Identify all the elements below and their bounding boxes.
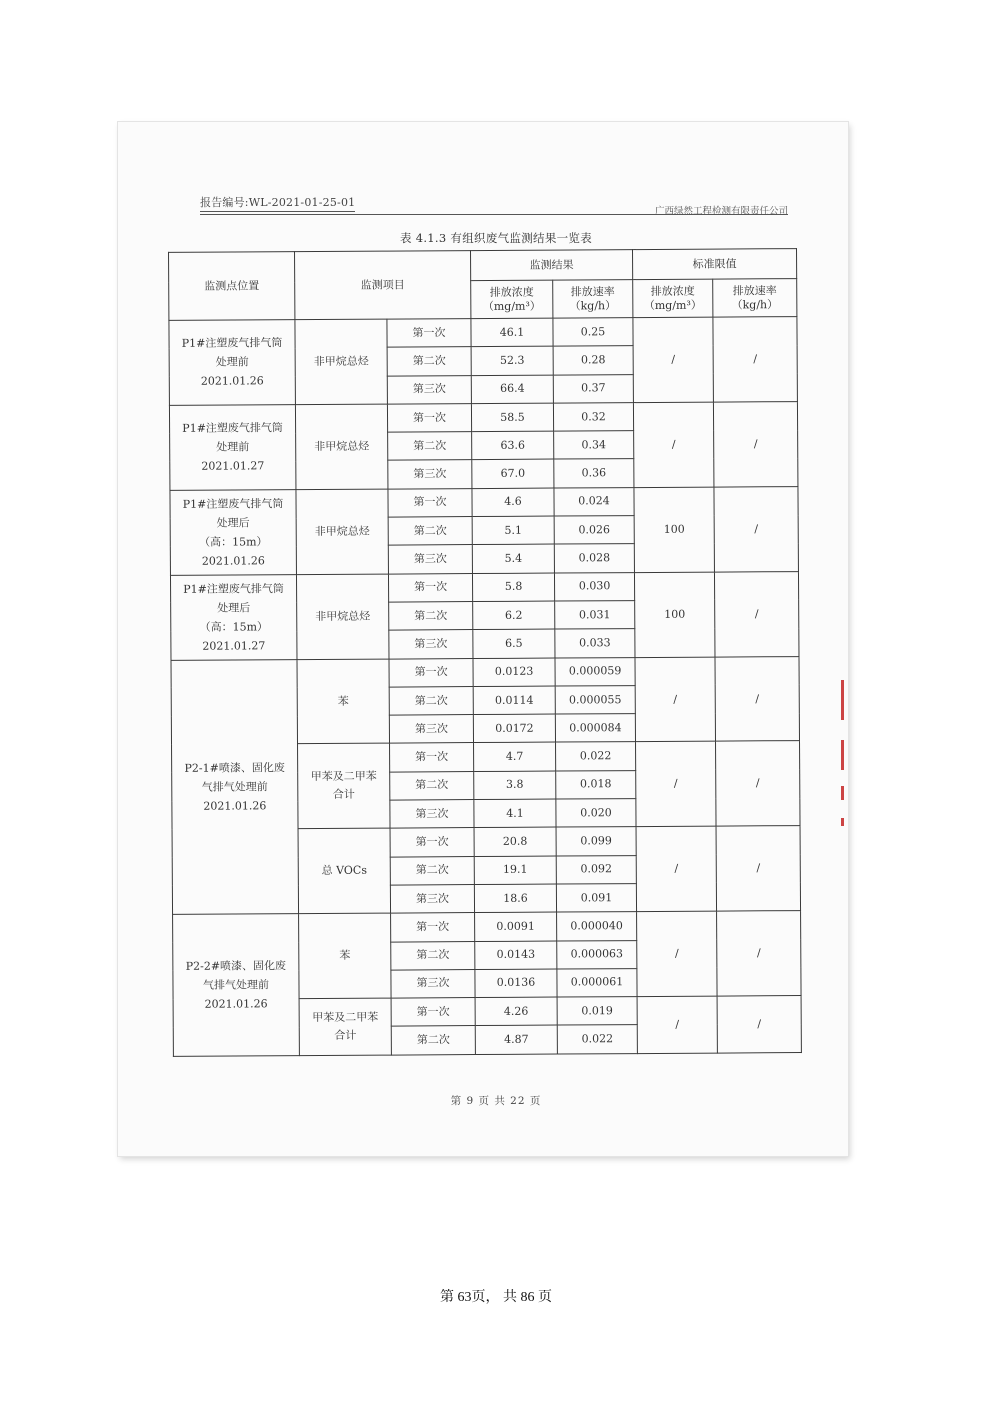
result-rate: 0.000063 <box>557 940 637 969</box>
location-line: 处理前 <box>215 355 249 370</box>
sample-number: 第一次 <box>387 403 471 432</box>
sample-number: 第一次 <box>388 573 472 602</box>
inner-page-number: 第 9 页 共 22 页 <box>450 1095 542 1107</box>
table-caption: 表 4.1.3 有组织废气监测结果一览表 <box>399 231 593 245</box>
item-name: 非甲烷总烃 <box>296 489 389 574</box>
location-cell <box>170 489 297 575</box>
limit-rate: / <box>716 741 801 826</box>
limit-rate: / <box>714 486 799 571</box>
result-concentration: 3.8 <box>474 771 556 800</box>
location-line: P1#注塑废气排气筒 <box>182 496 284 511</box>
result-concentration: 5.1 <box>472 516 554 545</box>
item-name: 非甲烷总烃 <box>295 404 388 489</box>
limit-concentration: / <box>636 826 717 911</box>
item-name: 总 VOCs <box>298 828 391 913</box>
location-line: P2-1#喷漆、固化废 <box>184 761 285 775</box>
sample-number: 第三次 <box>388 460 472 489</box>
table-row <box>170 571 798 603</box>
result-concentration: 0.0123 <box>473 658 555 687</box>
result-concentration: 0.0136 <box>475 969 557 998</box>
document-page-number: 第 63页， 共 86 页 <box>440 1290 552 1305</box>
header-rate-unit: （kg/h） <box>569 298 617 312</box>
result-rate: 0.099 <box>556 827 636 856</box>
sample-number: 第二次 <box>390 856 474 885</box>
location-cell <box>170 574 297 660</box>
result-concentration: 6.5 <box>473 629 555 658</box>
report-number: 报告编号:WL-2021-01-25-01 <box>200 194 355 212</box>
result-concentration: 0.0091 <box>475 912 557 941</box>
sample-number: 第二次 <box>389 602 473 631</box>
limit-rate: / <box>713 317 798 402</box>
sample-number: 第三次 <box>390 884 474 913</box>
sample-number: 第三次 <box>389 630 473 659</box>
sample-number: 第三次 <box>389 715 473 744</box>
sample-number: 第一次 <box>388 488 472 517</box>
item-name: 苯 <box>299 913 392 998</box>
sample-number: 第一次 <box>387 319 471 348</box>
result-concentration: 0.0172 <box>473 714 555 743</box>
results-table-body <box>169 317 801 1057</box>
result-rate: 0.000059 <box>555 657 635 686</box>
sample-number: 第二次 <box>391 1026 475 1055</box>
limit-concentration: 100 <box>634 572 715 657</box>
result-rate: 0.000061 <box>557 968 637 997</box>
item-name: 非甲烷总烃 <box>296 574 389 659</box>
result-rate: 0.018 <box>556 770 636 799</box>
location-cell <box>169 320 296 406</box>
sample-number: 第二次 <box>388 432 472 461</box>
header-limit-rate <box>713 279 797 318</box>
result-rate: 0.000055 <box>555 685 635 714</box>
location-line: 2021.01.26 <box>204 997 268 1011</box>
table-row <box>173 911 801 943</box>
result-concentration: 46.1 <box>471 318 553 347</box>
result-rate: 0.033 <box>555 629 635 658</box>
result-rate: 0.019 <box>557 997 637 1026</box>
location-line: P1#注塑废气排气筒 <box>181 336 283 351</box>
sample-number: 第一次 <box>390 828 474 857</box>
sample-number: 第一次 <box>391 913 475 942</box>
result-concentration: 0.0143 <box>475 941 557 970</box>
location-line: 气排气处理前 <box>201 780 268 794</box>
result-rate: 0.000084 <box>555 714 635 743</box>
limit-concentration: / <box>633 317 714 402</box>
sample-number: 第二次 <box>389 686 473 715</box>
location-line: （高：15m） <box>199 619 269 634</box>
sample-number: 第一次 <box>391 998 475 1027</box>
company-name: 广西绿然工程检测有限责任公司 <box>654 206 788 217</box>
limit-concentration: / <box>636 742 717 827</box>
header-conc-unit: （mg/m³） <box>482 299 541 313</box>
red-edge-marks <box>838 680 848 840</box>
result-concentration: 63.6 <box>472 431 554 460</box>
sample-number: 第三次 <box>391 969 475 998</box>
result-rate: 0.024 <box>554 487 634 516</box>
location-line: P1#注塑废气排气筒 <box>183 581 284 596</box>
header-location: 监测点位置 <box>169 252 295 321</box>
result-rate: 0.022 <box>556 742 636 771</box>
header-rate-label: 排放速率 <box>570 284 615 298</box>
location-cell <box>173 914 300 1056</box>
result-concentration: 19.1 <box>474 856 556 885</box>
sample-number: 第三次 <box>387 375 471 404</box>
header-result-conc <box>471 280 553 319</box>
result-rate: 0.022 <box>557 1025 637 1054</box>
header-results: 监测结果 <box>471 250 633 281</box>
header-item: 监测项目 <box>295 251 471 320</box>
location-line: 处理后 <box>216 516 250 530</box>
result-concentration: 6.2 <box>473 601 555 630</box>
result-rate: 0.25 <box>553 318 633 347</box>
item-name: 甲苯及二甲苯合计 <box>299 998 391 1055</box>
limit-rate: / <box>713 401 798 486</box>
header-conc-label: 排放浓度 <box>489 285 534 299</box>
result-rate: 0.028 <box>554 544 634 573</box>
header-result-rate <box>553 280 633 318</box>
header-rate-unit: （kg/h） <box>731 297 779 311</box>
result-rate: 0.091 <box>556 884 636 913</box>
result-rate: 0.37 <box>553 374 633 403</box>
table-row <box>171 656 799 688</box>
sample-number: 第二次 <box>387 347 471 376</box>
limit-concentration: 100 <box>634 487 715 572</box>
monitoring-results-table <box>168 248 802 1057</box>
header-rate-label: 排放速率 <box>732 283 777 297</box>
result-concentration: 67.0 <box>472 460 554 489</box>
sample-number: 第二次 <box>388 517 472 546</box>
result-rate: 0.020 <box>556 799 636 828</box>
location-line: P1#注塑废气排气筒 <box>182 421 283 436</box>
sample-number: 第三次 <box>388 545 472 574</box>
result-rate: 0.32 <box>553 402 633 431</box>
result-concentration: 20.8 <box>474 827 556 856</box>
result-concentration: 18.6 <box>474 884 556 913</box>
location-line: 处理后 <box>217 601 251 615</box>
location-line: 处理前 <box>216 440 250 454</box>
result-concentration: 66.4 <box>471 375 553 404</box>
header-limit-conc <box>633 279 713 317</box>
limit-concentration: / <box>635 657 716 742</box>
location-line: 2021.01.26 <box>201 554 265 568</box>
limit-rate: / <box>716 826 801 911</box>
result-concentration: 4.26 <box>475 997 557 1026</box>
limit-concentration: / <box>637 996 717 1053</box>
sample-number: 第二次 <box>391 941 475 970</box>
item-name: 苯 <box>297 659 390 744</box>
sample-number: 第三次 <box>390 800 474 829</box>
result-concentration: 4.1 <box>474 799 556 828</box>
result-concentration: 4.6 <box>472 488 554 517</box>
result-rate: 0.28 <box>553 346 633 375</box>
location-line: 2021.01.27 <box>201 459 265 474</box>
header-conc-label: 排放浓度 <box>650 284 695 298</box>
location-cell <box>171 659 299 914</box>
limit-rate: / <box>717 996 801 1053</box>
location-line: 2021.01.26 <box>203 799 267 813</box>
table-row <box>169 401 797 433</box>
result-concentration: 4.7 <box>474 743 556 772</box>
result-rate: 0.030 <box>554 572 634 601</box>
location-line: （高：15m） <box>199 535 268 549</box>
location-line: P2-2#喷漆、固化废 <box>185 959 287 973</box>
result-rate: 0.34 <box>554 431 634 460</box>
table-row <box>169 317 797 349</box>
sample-number: 第一次 <box>389 658 473 687</box>
limit-rate: / <box>714 571 799 656</box>
limit-concentration: / <box>633 402 714 487</box>
result-concentration: 58.5 <box>471 403 553 432</box>
result-rate: 0.36 <box>554 459 634 488</box>
result-rate: 0.026 <box>554 516 634 545</box>
result-concentration: 0.0114 <box>473 686 555 715</box>
limit-concentration: / <box>637 911 718 996</box>
result-rate: 0.092 <box>556 855 636 884</box>
location-cell <box>169 405 296 491</box>
location-line: 2021.01.27 <box>202 638 266 653</box>
result-concentration: 52.3 <box>471 346 553 375</box>
location-line: 2021.01.26 <box>200 374 264 389</box>
result-rate: 0.031 <box>555 601 635 630</box>
table-row <box>170 486 798 518</box>
header-divider <box>200 214 788 215</box>
result-concentration: 5.8 <box>472 573 554 602</box>
item-name: 甲苯及二甲苯合计 <box>298 744 391 829</box>
result-rate: 0.000040 <box>557 912 637 941</box>
header-limits: 标准限值 <box>633 249 797 280</box>
limit-rate: / <box>717 911 802 996</box>
result-concentration: 5.4 <box>472 544 554 573</box>
limit-rate: / <box>715 656 800 741</box>
location-line: 气排气处理前 <box>202 978 270 992</box>
item-name: 非甲烷总烃 <box>295 319 388 404</box>
results-table-wrapper <box>168 248 801 1057</box>
sample-number: 第一次 <box>390 743 474 772</box>
header-conc-unit: （mg/m³） <box>643 298 702 312</box>
sample-number: 第二次 <box>390 771 474 800</box>
result-concentration: 4.87 <box>475 1025 557 1054</box>
